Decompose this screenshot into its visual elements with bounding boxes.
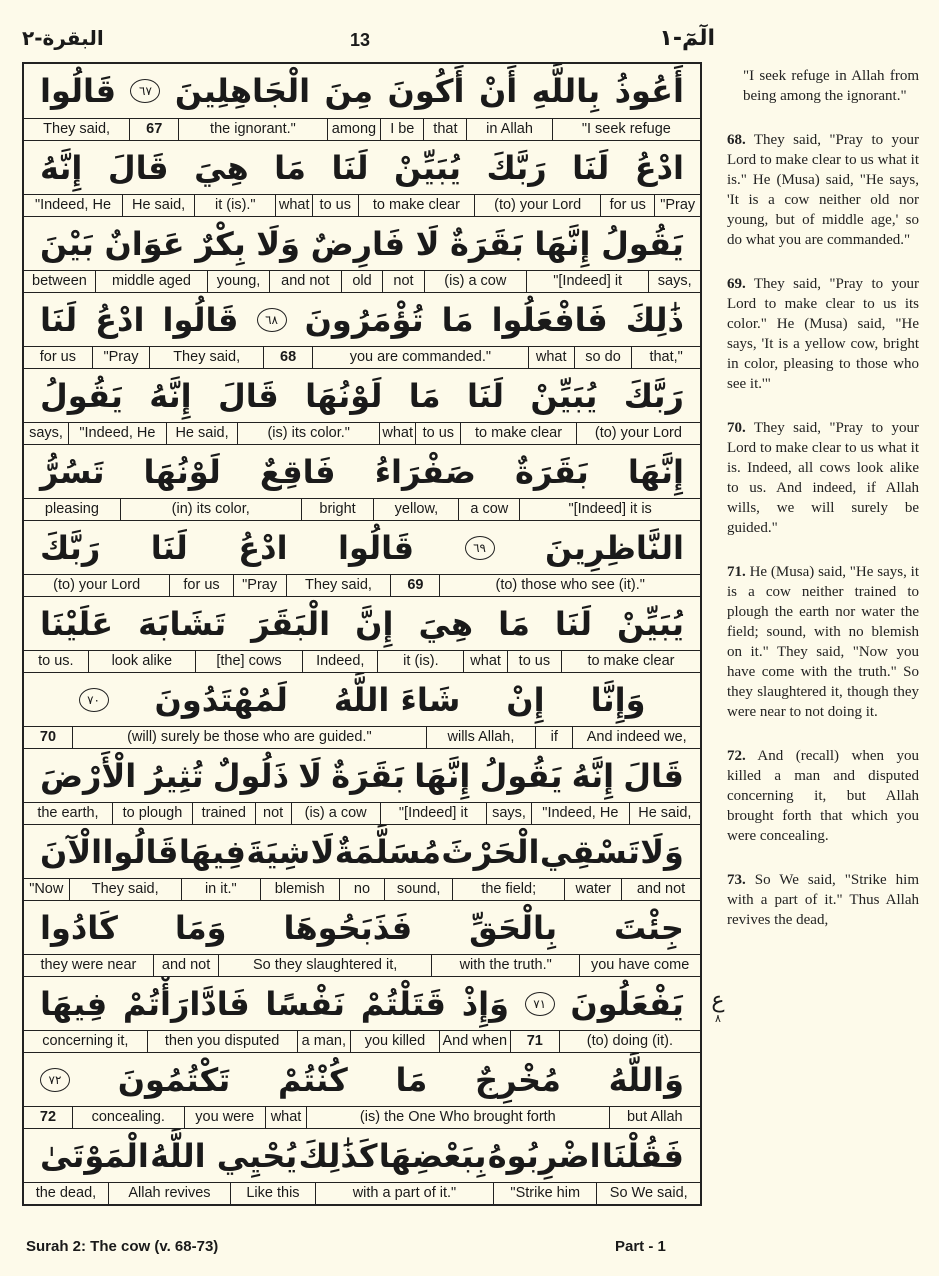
translation-line <box>24 1182 700 1204</box>
arabic-word: لَا <box>310 832 335 871</box>
word-meaning-cell: (to) those who see (it)." <box>439 575 700 596</box>
word-meaning-cell: what <box>379 423 415 444</box>
arabic-word: مِنَ <box>324 72 374 110</box>
word-meaning-cell: (is) a cow <box>291 803 380 824</box>
verse-number: 69. <box>727 276 746 292</box>
word-meaning-cell: blemish <box>260 879 339 900</box>
arabic-word: وَمَا <box>174 908 227 947</box>
arabic-word: هِيَ <box>418 604 474 643</box>
word-meaning-cell: So We said, <box>596 1183 700 1204</box>
word-meaning-cell: They said, <box>69 879 181 900</box>
word-meaning-cell: Allah revives <box>108 1183 230 1204</box>
verse-translation: They said, "Pray to your Lord to make clear to us its color." He (Musa) said, "He says, 'It is a yellow cow, bright in color, pleasing to those who see it.'" <box>727 276 920 392</box>
word-meaning-cell: (is) the One Who brought forth <box>306 1107 608 1128</box>
verse-number: 68. <box>727 132 746 148</box>
arabic-word: إِنَّهَا <box>534 224 591 263</box>
arabic-line <box>24 900 700 954</box>
translation-line <box>24 726 700 748</box>
arabic-word: وَلَا <box>640 832 684 871</box>
arabic-word: بِاللَّهِ <box>531 72 601 110</box>
arabic-word: فَافْعَلُوا <box>491 300 608 339</box>
arabic-word: ادْعُ <box>238 528 288 567</box>
word-meaning-cell: They said, <box>286 575 391 596</box>
verse-translation: "I seek refuge in Allah from being among the ignorant." <box>743 68 919 104</box>
arabic-line <box>24 824 700 878</box>
word-meaning-cell: And when <box>439 1031 510 1052</box>
word-meaning-cell: They said, <box>149 347 263 368</box>
word-meaning-cell: you have come <box>579 955 700 976</box>
commentary-paragraph <box>727 274 919 394</box>
word-meaning-cell: says, <box>486 803 531 824</box>
word-meaning-cell: between <box>32 273 87 289</box>
word-meaning-cell: you killed <box>350 1031 439 1052</box>
word-meaning-cell: what <box>265 1107 306 1128</box>
word-meaning-cell: that <box>423 119 466 140</box>
arabic-word: ذَٰلِكَ <box>625 300 684 339</box>
word-meaning-cell: you were <box>184 1107 265 1128</box>
arabic-word: وَاللَّهُ <box>608 1060 684 1099</box>
verse-end-marker: ٦٧ <box>130 79 160 103</box>
arabic-word: لَا <box>415 224 440 263</box>
word-meaning-cell: (to) doing (it). <box>559 1031 700 1052</box>
word-meaning-cell: with a part of it." <box>315 1183 493 1204</box>
verse-number-cell: 72 <box>39 1109 57 1125</box>
arabic-line <box>24 976 700 1030</box>
arabic-word: وَلَا <box>256 224 301 263</box>
word-meaning-cell: (is) a cow <box>424 271 526 292</box>
arabic-word: بِالْحَقِّ <box>469 908 558 947</box>
word-meaning-cell: water <box>564 879 621 900</box>
word-meaning-cell: to us <box>415 423 460 444</box>
arabic-word: عَوَانٌ <box>104 224 185 263</box>
arabic-word: إِنَّهُ <box>571 756 615 795</box>
word-meaning-cell: it (is)." <box>194 195 275 216</box>
arabic-word: لَنَا <box>40 300 78 339</box>
arabic-line <box>24 64 700 118</box>
verse-number: 71. <box>727 564 746 580</box>
arabic-word: إِنَّهَا <box>414 756 471 795</box>
arabic-word: إِنْ <box>506 680 545 719</box>
word-meaning-cell: bright <box>301 499 374 520</box>
arabic-word: إِنَّ <box>355 604 394 643</box>
ruku-letter: ع <box>711 988 725 1013</box>
word-meaning-cell: So they slaughtered it, <box>218 955 431 976</box>
translation-line <box>24 1106 700 1128</box>
arabic-word: مُسَلَّمَةٌ <box>334 832 442 871</box>
arabic-word: قَالُوا <box>338 528 415 567</box>
translation-line <box>24 118 700 140</box>
word-meaning-cell: you are commanded." <box>312 347 528 368</box>
arabic-word: فِيهَا <box>40 984 108 1023</box>
word-meaning-cell: (to) your Lord <box>474 195 600 216</box>
page-number: 13 <box>350 30 371 50</box>
arabic-word: كَادُوا <box>40 908 118 947</box>
word-meaning-cell: and not <box>269 271 341 292</box>
word-meaning-cell: for us <box>39 349 76 365</box>
arabic-word: بِبَعْضِهَا <box>378 1136 487 1175</box>
arabic-word: لَنَا <box>331 148 369 187</box>
arabic-word: لَنَا <box>466 376 505 415</box>
arabic-line <box>24 216 700 270</box>
translation-line <box>24 270 700 292</box>
arabic-word: مَا <box>441 300 474 339</box>
arabic-word: مَا <box>395 1060 428 1099</box>
translation-line <box>24 954 700 976</box>
arabic-word: قَالُوا <box>40 72 117 110</box>
word-meaning-cell: "Indeed, He <box>531 803 629 824</box>
word-meaning-cell: Indeed, <box>302 651 377 672</box>
arabic-word: يُبَيِّنْ <box>530 376 598 415</box>
arabic-word: وَإِذْ <box>461 984 509 1023</box>
word-meaning-cell: young, <box>207 271 269 292</box>
arabic-word: إِنَّهُ <box>40 148 83 187</box>
arabic-line <box>24 1128 700 1182</box>
translation-line <box>24 498 700 520</box>
word-meaning-cell: what <box>528 347 574 368</box>
arabic-word: أَنْ <box>478 72 518 110</box>
arabic-word: لَنَا <box>572 148 610 187</box>
word-meaning-cell: they were near <box>40 957 137 973</box>
arabic-word: بَقَرَةٌ <box>514 452 589 491</box>
word-meaning-cell: not <box>382 271 423 292</box>
arabic-line <box>24 748 700 802</box>
arabic-word: شِيَةَ <box>246 832 311 871</box>
arabic-word: يُحْيِي اللَّهُ <box>150 1136 298 1175</box>
word-meaning-cell: if <box>535 727 572 748</box>
word-meaning-cell: to plough <box>112 803 192 824</box>
verse-end-marker: ٦٩ <box>465 536 495 560</box>
word-meaning-cell: then you disputed <box>147 1031 297 1052</box>
arabic-word: قَالَ <box>107 148 169 187</box>
word-meaning-cell: He said, <box>629 803 700 824</box>
translation-line <box>24 194 700 216</box>
arabic-word: اضْرِبُوهُ <box>487 1136 601 1175</box>
commentary-paragraph <box>727 66 919 106</box>
arabic-word: مَا <box>274 148 306 187</box>
arabic-word: قَالُوا <box>102 832 179 871</box>
word-meaning-cell: with the truth." <box>431 955 579 976</box>
word-meaning-cell: (to) your Lord <box>576 423 700 444</box>
verse-end-marker: ٧٢ <box>40 1068 70 1092</box>
word-meaning-cell: "Pray <box>233 575 286 596</box>
arabic-word: تُثِيرُ <box>145 756 204 795</box>
arabic-line <box>24 444 700 498</box>
arabic-word: إِنَّهَا <box>627 452 684 491</box>
commentary-paragraph <box>727 418 919 538</box>
arabic-word: هِيَ <box>194 148 249 187</box>
verse-translation: He (Musa) said, "He says, it is a cow neither trained to plough the earth nor water the field; sound, with no blemish on it." They said, "Now you have come with the truth." So they slaughtered it, though they were near to not doing it. <box>727 564 920 720</box>
arabic-word: كُنْتُمْ <box>277 1060 348 1099</box>
word-meaning-cell: trained <box>192 803 255 824</box>
word-meaning-cell: look alike <box>88 651 195 672</box>
word-meaning-cell: to us <box>312 195 358 216</box>
verse-translation: They said, "Pray to your Lord to make clear to us what it is." He (Musa) said, "He says, 'It is a cow neither old nor young, but of middle age,' so do what you are commanded." <box>727 132 920 248</box>
arabic-word: جِئْتَ <box>613 908 684 947</box>
arabic-word: صَفْرَاءُ <box>374 452 476 491</box>
word-meaning-cell: a cow <box>458 499 519 520</box>
translation-commentary <box>727 66 919 954</box>
word-meaning-cell: that," <box>631 347 700 368</box>
arabic-word: تَسْقِي <box>539 832 640 871</box>
arabic-word: مُخْرِجٌ <box>475 1060 561 1099</box>
arabic-word: قَالُوا <box>162 300 239 339</box>
word-meaning-cell: I be <box>380 119 423 140</box>
arabic-word: أَعُوذُ <box>614 72 684 110</box>
ruku-number: ٨ <box>715 1012 721 1025</box>
arabic-word: لَا <box>298 756 323 795</box>
arabic-word: لَنَا <box>554 604 593 643</box>
verse-translation: So We said, "Strike him with a part of it." Thus Allah revives the dead, <box>727 872 920 928</box>
translation-line <box>24 574 700 596</box>
word-meaning-cell: to us <box>507 651 561 672</box>
arabic-word: فَقُلْنَا <box>601 1136 684 1175</box>
word-meaning-cell: Like this <box>230 1183 315 1204</box>
arabic-word: الْآنَ <box>40 832 103 871</box>
arabic-word: يَفْعَلُونَ <box>570 984 684 1023</box>
arabic-word: فَاقِعٌ <box>259 452 336 491</box>
word-meaning-cell: pleasing <box>44 501 99 517</box>
part-label: Part - 1 <box>615 1238 666 1255</box>
verse-number: 73. <box>727 872 746 888</box>
verse-number-cell: 67 <box>129 119 178 140</box>
arabic-word: أَكُونَ <box>387 72 465 110</box>
word-meaning-cell: in it." <box>181 879 260 900</box>
verse-number-cell: 69 <box>390 575 439 596</box>
arabic-word: يُبَيِّنْ <box>394 148 461 187</box>
arabic-word: بَيْنَ <box>40 224 94 263</box>
arabic-word: يَقُولُ <box>601 224 684 263</box>
arabic-word: فَارِضٌ <box>310 224 406 263</box>
commentary-paragraph <box>727 130 919 250</box>
arabic-word: رَبَّكَ <box>486 148 547 187</box>
word-meaning-cell: middle aged <box>95 271 207 292</box>
arabic-word: الْبَقَرَ <box>251 604 331 643</box>
word-meaning-cell: wills Allah, <box>426 727 536 748</box>
word-meaning-cell: "I seek refuge <box>552 119 700 140</box>
arabic-word: تَسُرُّ <box>40 452 105 491</box>
arabic-word: شَاءَ اللَّهُ <box>333 680 461 719</box>
arabic-word: تُؤْمَرُونَ <box>304 300 424 339</box>
juz-name: الٓمٓ-١ <box>659 26 715 51</box>
arabic-word: مَا <box>498 604 530 643</box>
arabic-word: الْمَوْتَىٰ <box>40 1136 149 1175</box>
word-meaning-cell: and not <box>153 955 218 976</box>
arabic-word: يُبَيِّنْ <box>617 604 684 643</box>
word-meaning-cell: says, <box>29 425 63 441</box>
word-meaning-cell: a man, <box>297 1031 351 1052</box>
word-meaning-cell: (in) its color, <box>120 499 301 520</box>
arabic-word: قَتَلْتُمْ <box>360 984 446 1023</box>
word-meaning-cell: it (is). <box>377 651 463 672</box>
arabic-word: بَقَرَةٌ <box>449 224 524 263</box>
word-meaning-cell: old <box>341 271 382 292</box>
arabic-line <box>24 1052 700 1106</box>
word-meaning-cell: concealing. <box>72 1107 184 1128</box>
verse-end-marker: ٧١ <box>525 992 555 1016</box>
word-by-word-grid <box>22 62 702 1206</box>
arabic-word: لَمُهْتَدُونَ <box>154 680 288 719</box>
word-meaning-cell: "Strike him <box>493 1183 597 1204</box>
word-meaning-cell: for us <box>600 195 654 216</box>
word-meaning-cell: "[Indeed] it <box>380 803 486 824</box>
arabic-line <box>24 292 700 346</box>
word-meaning-cell: among <box>327 119 381 140</box>
word-meaning-cell: concerning it, <box>42 1033 129 1049</box>
word-meaning-cell: He said, <box>122 195 194 216</box>
word-meaning-cell: to make clear <box>358 195 475 216</box>
verse-number-cell: 70 <box>39 729 57 745</box>
arabic-word: يَقُولُ <box>40 376 123 415</box>
word-meaning-cell: so do <box>574 347 631 368</box>
word-meaning-cell: no <box>339 879 385 900</box>
translation-line <box>24 878 700 900</box>
translation-line <box>24 1030 700 1052</box>
word-meaning-cell: what <box>463 651 506 672</box>
arabic-word: قَالَ <box>623 756 684 795</box>
commentary-paragraph <box>727 562 919 722</box>
arabic-word: بَقَرَةٌ <box>331 756 406 795</box>
word-meaning-cell: what <box>275 195 312 216</box>
arabic-word: تَكْتُمُونَ <box>117 1060 231 1099</box>
translation-line <box>24 422 700 444</box>
arabic-word: ادْعُ <box>634 148 684 187</box>
verse-end-marker: ٧٠ <box>79 688 109 712</box>
word-meaning-cell: [the] cows <box>195 651 302 672</box>
verse-number: 70. <box>727 420 746 436</box>
arabic-word: ذَلُولٌ <box>212 756 289 795</box>
verse-number-cell: 68 <box>263 347 312 368</box>
word-meaning-cell: "Pray <box>92 347 149 368</box>
word-meaning-cell: "Pray <box>654 195 700 216</box>
word-meaning-cell: And indeed we, <box>572 727 700 748</box>
arabic-word: تَشَابَهَ <box>138 604 227 643</box>
word-meaning-cell: (is) its color." <box>237 423 379 444</box>
verse-number: 72. <box>727 748 746 764</box>
translation-line <box>24 650 700 672</box>
word-meaning-cell: (will) surely be those who are guided." <box>72 727 426 748</box>
word-meaning-cell: "[Indeed] it <box>526 271 648 292</box>
arabic-word: لَنَا <box>150 528 188 567</box>
word-meaning-cell: the field; <box>452 879 564 900</box>
arabic-word: فَذَبَحُوهَا <box>283 908 413 947</box>
word-meaning-cell: "Indeed, He <box>34 197 112 213</box>
word-meaning-cell: (to) your Lord <box>53 577 141 593</box>
arabic-word: بِكْرٌ <box>195 224 246 263</box>
arabic-word: فَادَّارَأْتُمْ <box>122 984 250 1023</box>
arabic-line <box>24 520 700 574</box>
word-meaning-cell: the ignorant." <box>178 119 326 140</box>
arabic-word: كَذَٰلِكَ <box>298 1136 378 1175</box>
commentary-paragraph <box>727 870 919 930</box>
arabic-line <box>24 672 700 726</box>
verse-number-cell: 71 <box>510 1031 559 1052</box>
arabic-word: يَقُولُ <box>479 756 563 795</box>
ruku-mark <box>708 990 728 1025</box>
arabic-line <box>24 368 700 422</box>
arabic-word: إِنَّهُ <box>149 376 192 415</box>
arabic-word: النَّاظِرِينَ <box>545 528 684 567</box>
word-meaning-cell: to make clear <box>460 423 575 444</box>
arabic-word: لَوْنُهَا <box>143 452 221 491</box>
word-meaning-cell: to make clear <box>561 651 700 672</box>
word-meaning-cell: yellow, <box>373 499 458 520</box>
word-meaning-cell: in Allah <box>466 119 551 140</box>
arabic-line <box>24 140 700 194</box>
surah-name: البقرة-٢ <box>22 26 104 50</box>
arabic-word: عَلَيْنَا <box>40 604 114 643</box>
word-meaning-cell: They said, <box>43 121 111 137</box>
word-meaning-cell: "[Indeed] it is <box>519 499 700 520</box>
word-meaning-cell: "Indeed, He <box>68 423 166 444</box>
word-meaning-cell: and not <box>621 879 700 900</box>
arabic-word: الْحَرْثَ <box>441 832 540 871</box>
surah-label: Surah 2: The cow (v. 68-73) <box>26 1238 219 1255</box>
arabic-word: رَبَّكَ <box>40 528 101 567</box>
arabic-word: مَا <box>408 376 441 415</box>
word-meaning-cell: "Now <box>29 881 64 897</box>
verse-translation: And (recall) when you killed a man and disputed concerning it, but Allah brought forth that which you were concealing. <box>727 748 919 844</box>
arabic-word: الْأَرْضَ <box>40 756 137 795</box>
commentary-paragraph <box>727 746 919 846</box>
translation-line <box>24 346 700 368</box>
verse-translation: They said, "Pray to your Lord to make clear to us what it is. Indeed, all cows look alike to us. And indeed, if Allah wills, we will surely be guided." <box>727 420 920 536</box>
arabic-word: الْجَاهِلِينَ <box>174 72 311 110</box>
word-meaning-cell: the dead, <box>35 1185 97 1201</box>
word-meaning-cell: to us. <box>38 653 74 669</box>
word-meaning-cell: not <box>255 803 291 824</box>
verse-end-marker: ٦٨ <box>257 308 287 332</box>
word-meaning-cell: for us <box>169 575 232 596</box>
arabic-word: ادْعُ <box>95 300 145 339</box>
word-meaning-cell: the earth, <box>37 805 99 821</box>
word-meaning-cell: but Allah <box>609 1107 700 1128</box>
arabic-word: نَفْسًا <box>265 984 346 1023</box>
word-meaning-cell: He said, <box>166 423 237 444</box>
arabic-word: رَبَّكَ <box>623 376 684 415</box>
arabic-word: لَوْنُهَا <box>305 376 383 415</box>
arabic-word: قَالَ <box>218 376 279 415</box>
arabic-line <box>24 596 700 650</box>
translation-line <box>24 802 700 824</box>
arabic-word: وَإِنَّا <box>590 680 646 719</box>
word-meaning-cell: sound, <box>384 879 452 900</box>
arabic-word: فِيهَا <box>178 832 246 871</box>
word-meaning-cell: says, <box>648 271 700 292</box>
